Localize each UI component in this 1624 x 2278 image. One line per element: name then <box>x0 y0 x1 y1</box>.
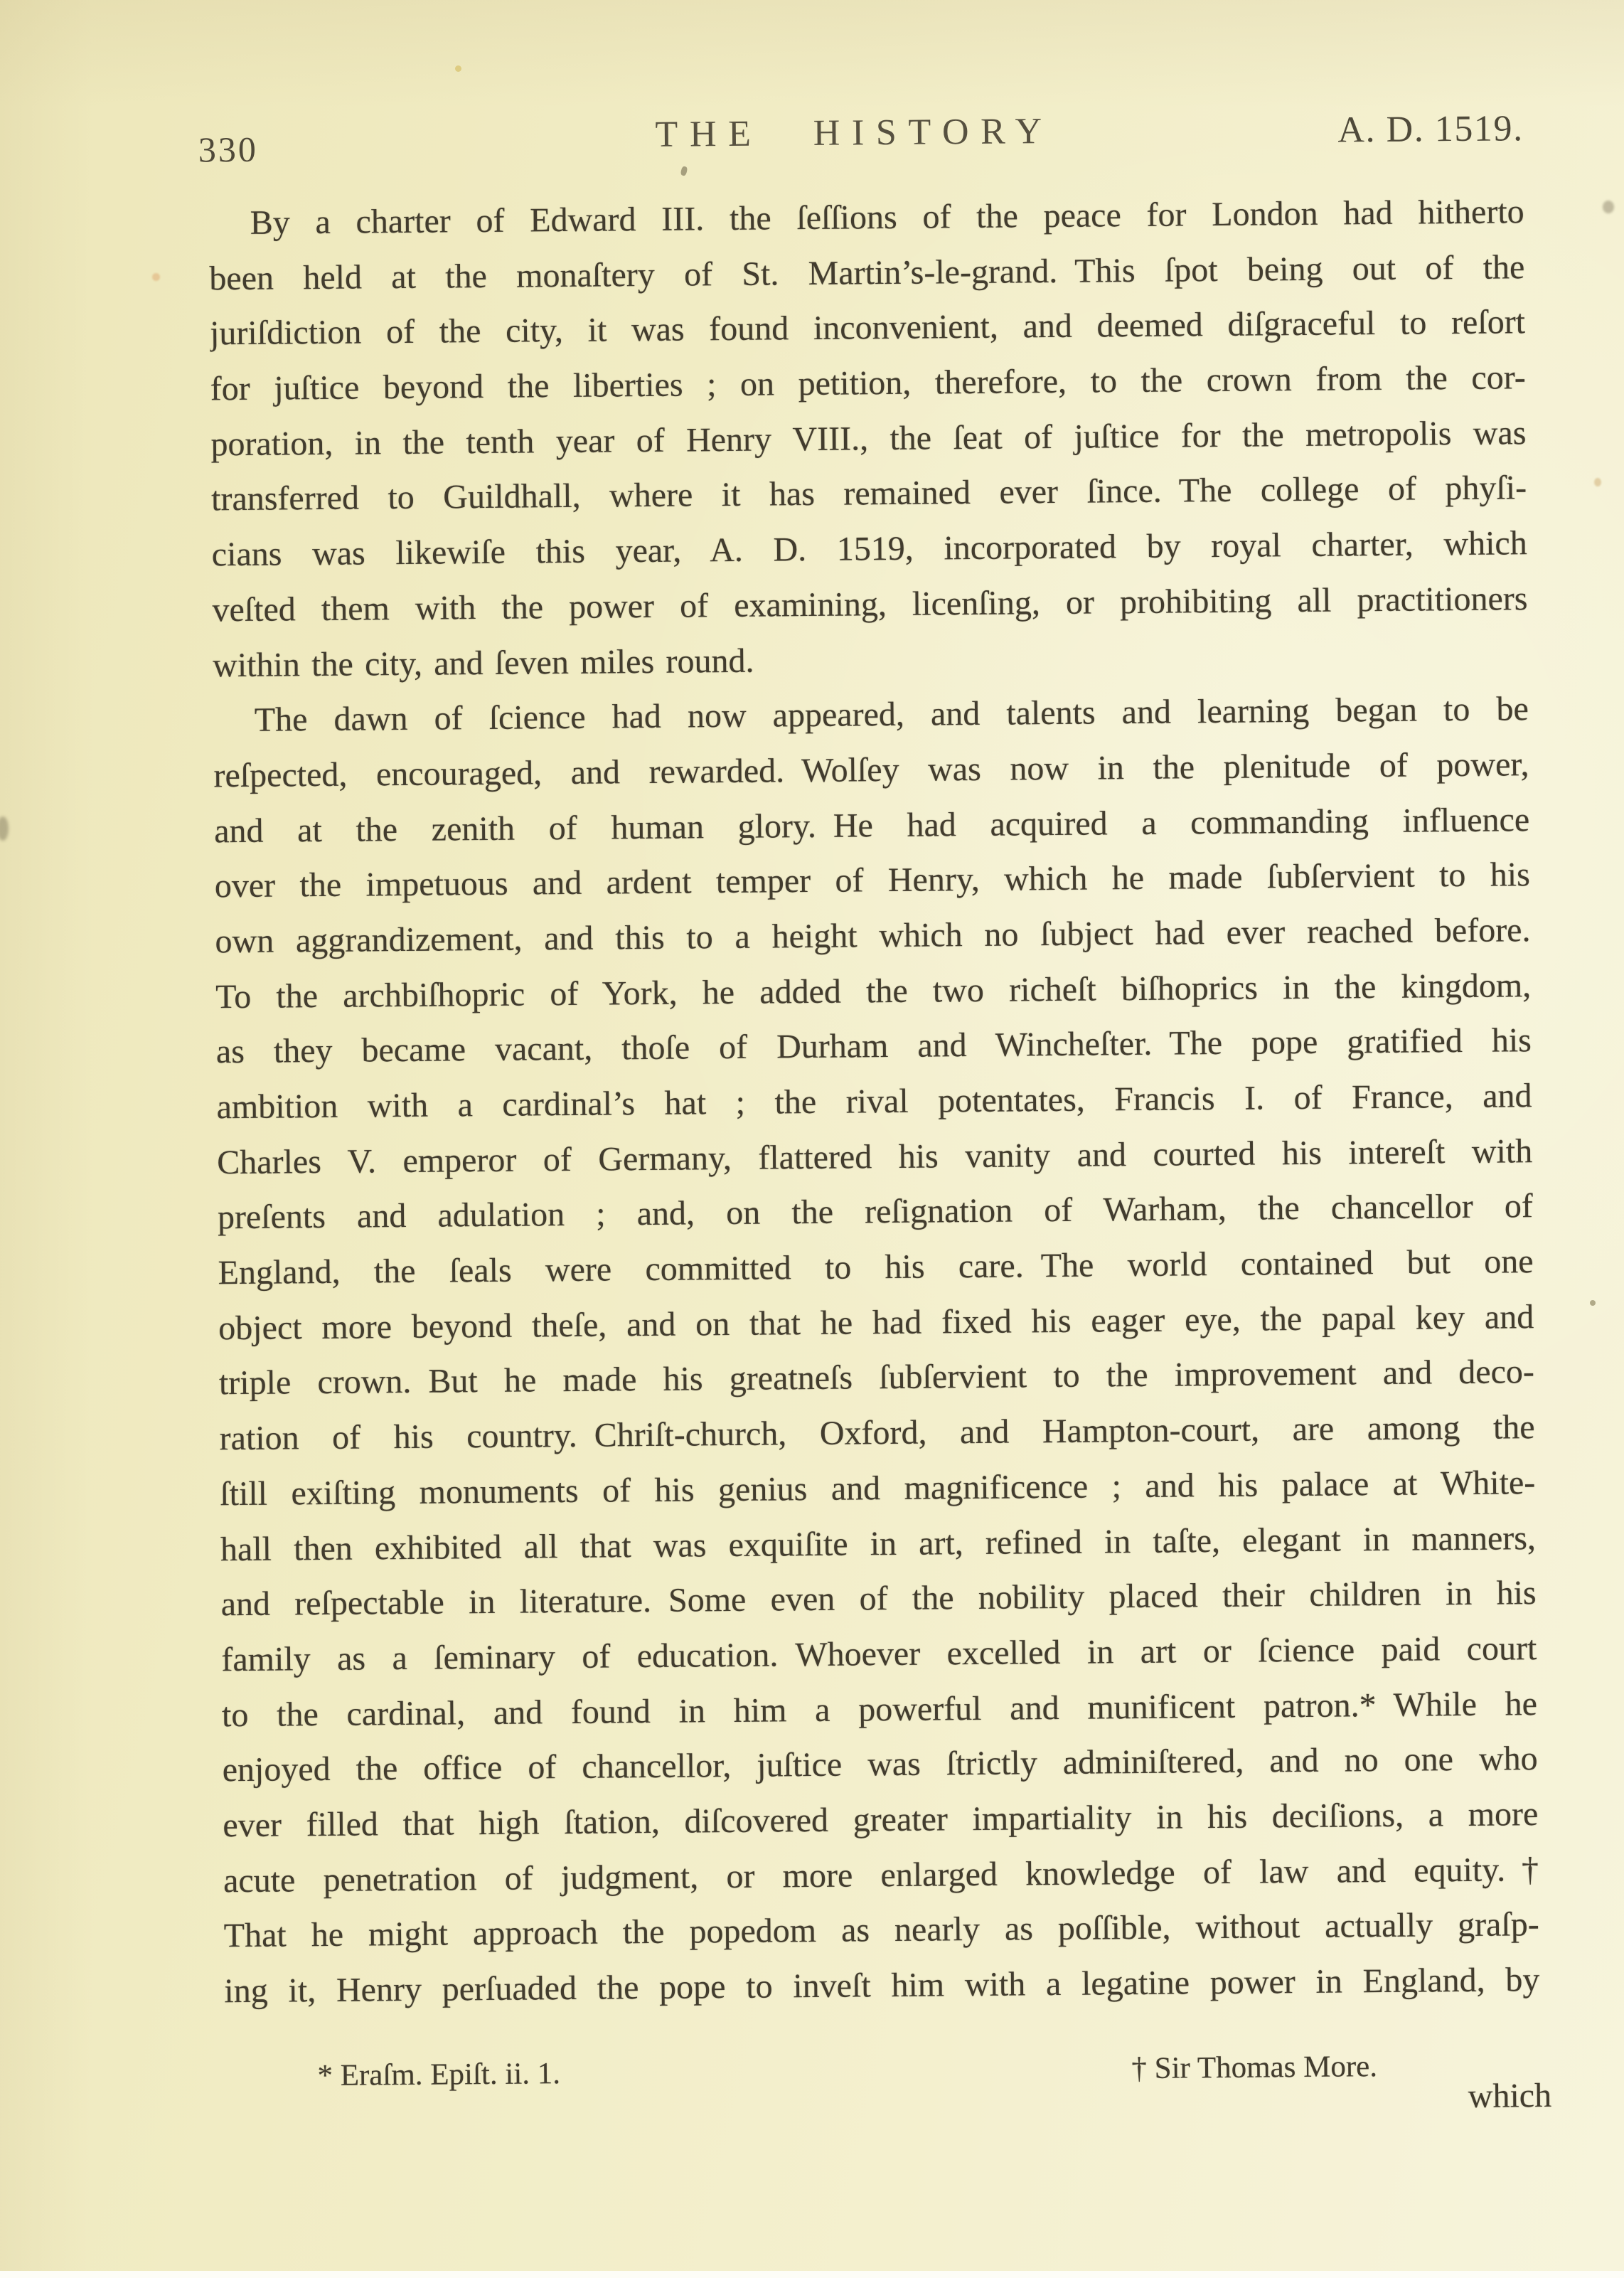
text-line: ever filled that high ſtation, diſcovered greater impartiality in his deciſions, a more <box>223 1795 1539 1845</box>
text-line: triple crown. But he made his greatneſs ſubſervient to the improvement and deco- <box>218 1353 1535 1403</box>
text-line: veſted them with the power of examining, licenſing, or prohibiting all practitioners <box>212 580 1528 629</box>
text-line: been held at the monaſtery of St. Martin’s-le-grand. This ſpot being out of the <box>209 248 1525 298</box>
page-number: 330 <box>198 129 259 170</box>
text-line: family as a ſeminary of education. Whoever excelled in art or ſcience paid court <box>221 1629 1537 1679</box>
body-text <box>208 184 1539 2019</box>
text-line: England, the ſeals were committed to his care. The world contained but one <box>218 1242 1534 1292</box>
text-line: and at the zenith of human glory. He had acquired a commanding influence <box>213 800 1530 850</box>
paragraph <box>213 681 1539 2019</box>
text-line: hall then exhibited all that was exquiſite in art, refined in taſte, elegant in manners, <box>220 1518 1537 1568</box>
catchword: which <box>1468 2076 1552 2115</box>
text-line: That he might approach the popedom as nearly as poſſible, without actually graſp- <box>223 1905 1539 1955</box>
running-title: THE HISTORY <box>655 110 1054 155</box>
text-line: to the cardinal, and found in him a powerful and munificent patron.* While he <box>221 1684 1538 1734</box>
text-line: Charles V. emperor of Germany, flattered his vanity and courted his intereſt with <box>217 1132 1533 1181</box>
running-head <box>198 106 1524 174</box>
text-line: poration, in the tenth year of Henry VIII., the ſeat of juſtice for the metropolis was <box>210 413 1527 464</box>
text-line: cians was likewiſe this year, A. D. 1519, incorporated by royal charter, which <box>211 524 1527 574</box>
text-line: within the city, and ſeven miles round. <box>212 642 754 684</box>
text-line: for juſtice beyond the liberties ; on petition, therefore, to the crown from the cor- <box>210 358 1526 408</box>
text-line: enjoyed the office of chancellor, juſtice was ſtrictly adminiſtered, and no one who <box>222 1740 1538 1789</box>
text-line: over the impetuous and ardent temper of Henry, which he made ſubſervient to his <box>214 856 1531 905</box>
text-line: ambition with a cardinal’s hat ; the rival potentates, Francis I. of France, and <box>216 1077 1532 1127</box>
text-line: By a charter of Edward III. the ſeſſions of the peace for London had hitherto <box>250 193 1524 242</box>
footnote-erasmus: * Eraſm. Epiſt. ii. 1. <box>317 2057 561 2093</box>
text-line: transferred to Guildhall, where it has remained ever ſince. The college of phyſi- <box>210 469 1527 518</box>
text-line: reſpected, encouraged, and rewarded. Wolſey was now in the plenitude of power, <box>213 745 1529 795</box>
text-line: preſents and adulation ; and, on the reſignation of Warham, the chancellor of <box>217 1187 1534 1237</box>
text-line: ration of his country. Chriſt-church, Oxford, and Hampton-court, are among the <box>219 1408 1535 1458</box>
text-line: and reſpectable in literature. Some even of the nobility placed their children in his <box>220 1574 1537 1624</box>
text-line: ing it, Henry perſuaded the pope to inveſt him with a legatine power in England, by <box>224 1961 1540 2011</box>
text-line: as they became vacant, thoſe of Durham and Wincheſter. The pope gratified his <box>215 1021 1532 1071</box>
text-line: juriſdiction of the city, it was found inconvenient, and deemed diſgraceful to reſort <box>209 303 1526 353</box>
running-date: A. D. 1519. <box>1337 108 1524 151</box>
scan-edge-strip <box>0 2271 1624 2278</box>
text-block <box>198 0 1552 2115</box>
text-line: To the archbiſhopric of York, he added the two richeſt biſhoprics in the kingdom, <box>215 966 1532 1016</box>
text-line: The dawn of ſcience had now appeared, and talents and learning began to be <box>254 690 1529 740</box>
paragraph <box>208 184 1528 693</box>
text-line: object more beyond theſe, and on that he had fixed his eager eye, the papal key and <box>218 1297 1534 1348</box>
text-line: own aggrandizement, and this to a height which no ſubject had ever reached before. <box>215 911 1531 961</box>
footnote-thomas-more: † Sir Thomas More. <box>1131 2050 1378 2086</box>
text-line: ſtill exiſting monuments of his genius and magnificence ; and his palace at White- <box>220 1463 1536 1513</box>
text-line: acute penetration of judgment, or more enlarged knowledge of law and equity.† <box>223 1850 1539 1900</box>
